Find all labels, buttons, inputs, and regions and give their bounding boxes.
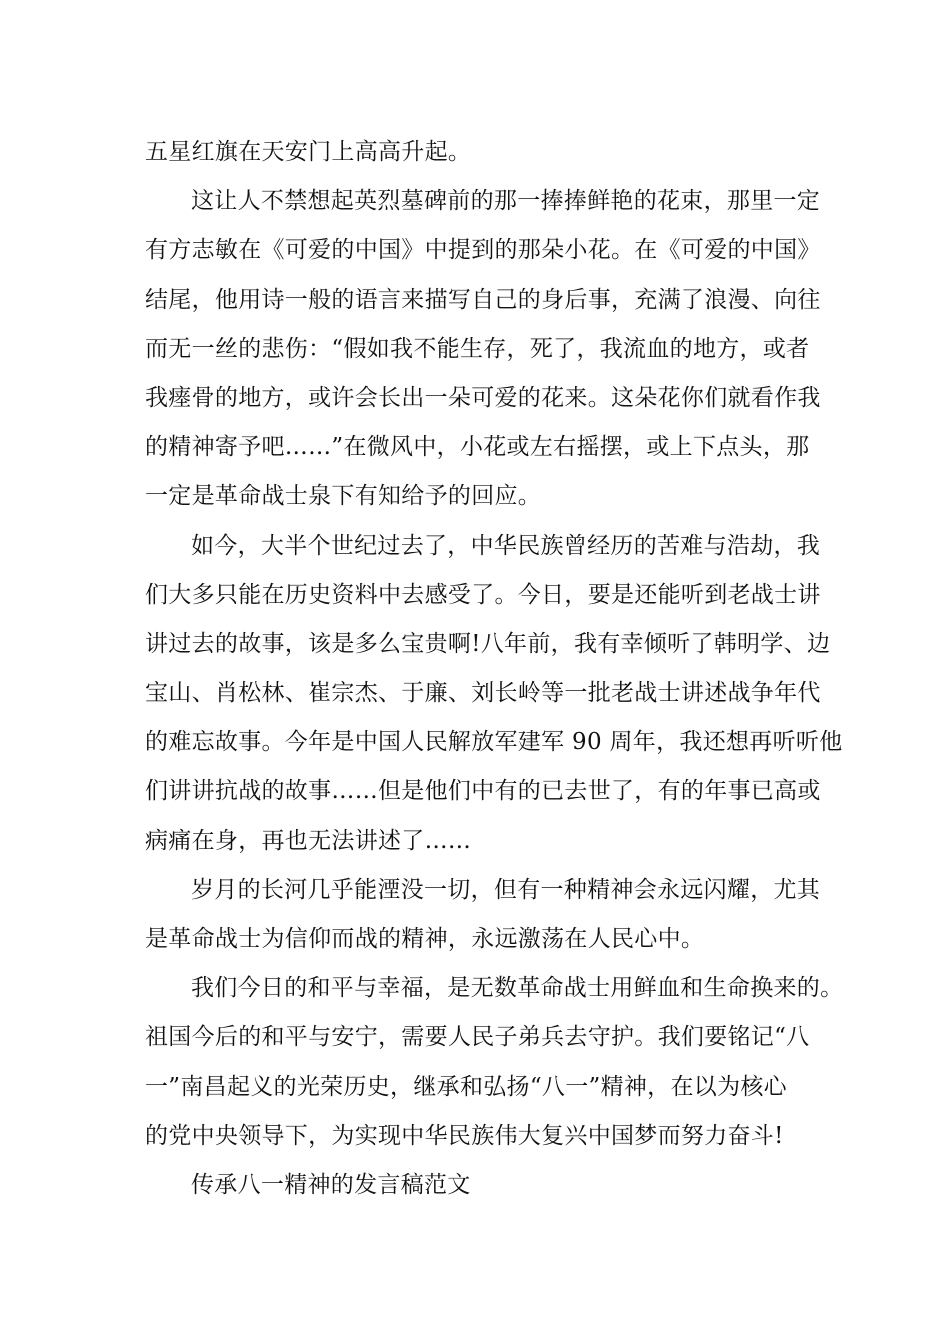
paragraph — [145, 964, 844, 1161]
text-line: 们讲讲抗战的故事……但是他们中有的已去世了，有的年事已高或 — [145, 778, 821, 805]
text-line: 这让人不禁想起英烈墓碑前的那一捧捧鲜艳的花束，那里一定 — [191, 188, 821, 215]
text-line: 而无一丝的悲伤：“假如我不能生存，死了，我流血的地方，或者 — [145, 335, 810, 362]
text-line: 宝山、肖松林、崔宗杰、于廉、刘长岭等一批老战士讲述战争年代 — [145, 680, 821, 707]
text-line: 我瘗骨的地方，或许会长出一朵可爱的花来。这朵花你们就看作我 — [145, 384, 821, 411]
text-line: 五星红旗在天安门上高高升起。 — [145, 139, 472, 165]
text-line: 有方志敏在《可爱的中国》中提到的那朵小花。在《可爱的中国》 — [145, 237, 821, 264]
document-body — [145, 128, 844, 1210]
paragraph — [145, 177, 821, 521]
paragraph — [145, 128, 815, 177]
text-line: 一”南昌起义的光荣历史，继承和弘扬“八一”精神，在以为核心 — [145, 1073, 787, 1100]
paragraph — [145, 1161, 815, 1210]
text-line: 的精神寄予吧……”在微风中，小花或左右摇摆，或上下点头，那 — [145, 434, 810, 461]
text-line: 的党中央领导下，为实现中华民族伟大复兴中国梦而努力奋斗! — [145, 1122, 784, 1149]
paragraph — [145, 866, 821, 964]
paragraph — [145, 522, 843, 866]
text-line: 传承八一精神的发言稿范文 — [191, 1171, 471, 1198]
text-line: 讲过去的故事，该是多么宝贵啊!八年前，我有幸倾听了韩明学、边 — [145, 630, 831, 657]
text-line: 我们今日的和平与幸福，是无数革命战士用鲜血和生命换来的。 — [191, 975, 844, 1002]
text-line: 的难忘故事。今年是中国人民解放军建军 90 周年，我还想再听听他 — [145, 729, 843, 756]
text-line: 是革命战士为信仰而战的精神，永远激荡在人民心中。 — [145, 926, 705, 952]
text-line: 结尾，他用诗一般的语言来描写自己的身后事，充满了浪漫、向往 — [145, 286, 821, 313]
text-line: 岁月的长河几乎能湮没一切，但有一种精神会永远闪耀，尤其 — [191, 876, 821, 903]
text-line: 祖国今后的和平与安宁，需要人民子弟兵去守护。我们要铭记“八 — [145, 1024, 810, 1051]
text-line: 一定是革命战士泉下有知给予的回应。 — [145, 483, 542, 510]
text-line: 如今，大半个世纪过去了，中华民族曾经历的苦难与浩劫，我 — [191, 532, 821, 559]
text-line: 们大多只能在历史资料中去感受了。今日，要是还能听到老战士讲 — [145, 581, 821, 608]
text-line: 病痛在身，再也无法讲述了…… — [145, 827, 472, 854]
